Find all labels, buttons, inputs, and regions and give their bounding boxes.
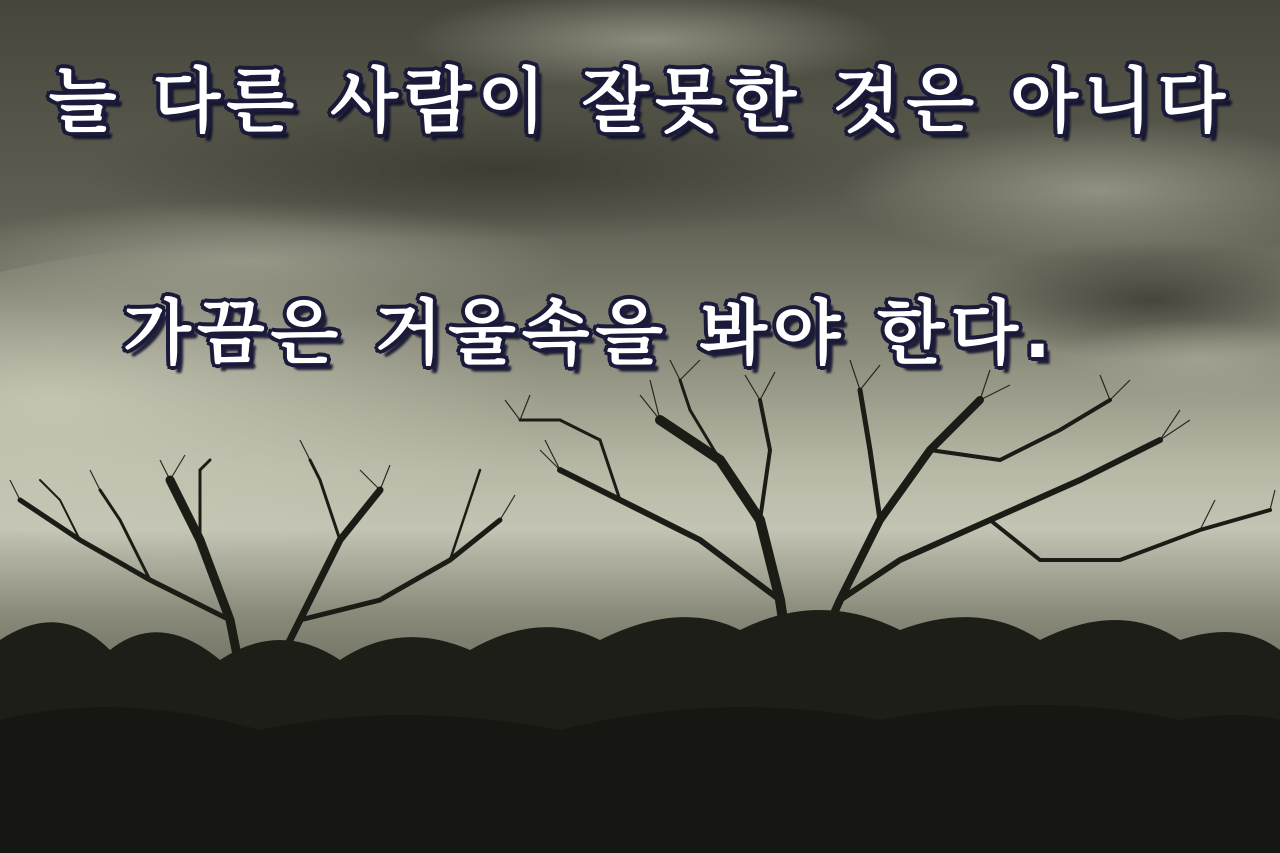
caption-line-1: 늘 다른 사람이 잘못한 것은 아니다 bbox=[48, 60, 1232, 142]
caption-line-2: 가끔은 거울속을 봐야 한다. bbox=[123, 292, 1057, 374]
